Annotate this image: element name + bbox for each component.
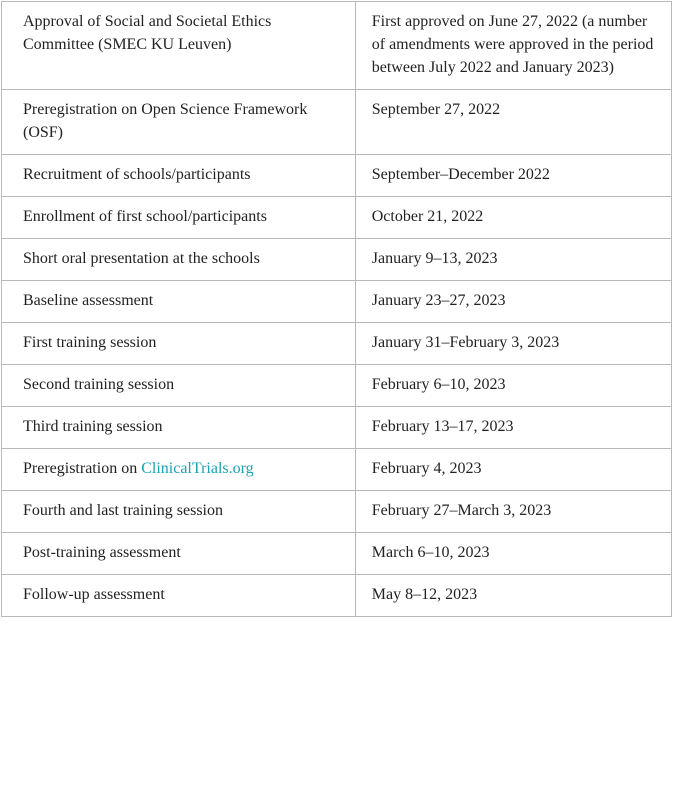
- event-cell: Recruitment of schools/participants: [2, 155, 356, 197]
- date-cell: October 21, 2022: [355, 197, 671, 239]
- date-cell: February 6–10, 2023: [355, 365, 671, 407]
- date-cell: January 31–February 3, 2023: [355, 323, 671, 365]
- event-cell: Enrollment of first school/participants: [2, 197, 356, 239]
- clinicaltrials-link[interactable]: ClinicalTrials.org: [141, 460, 254, 477]
- table-row: [2, 533, 672, 575]
- table-row: [2, 155, 672, 197]
- date-cell: February 27–March 3, 2023: [355, 491, 671, 533]
- table-row: [2, 2, 672, 90]
- table-row: [2, 323, 672, 365]
- date-cell: January 9–13, 2023: [355, 239, 671, 281]
- event-cell: Follow-up assessment: [2, 575, 356, 617]
- date-cell: May 8–12, 2023: [355, 575, 671, 617]
- event-cell: Baseline assessment: [2, 281, 356, 323]
- event-cell: Fourth and last training session: [2, 491, 356, 533]
- date-cell: February 4, 2023: [355, 449, 671, 491]
- event-cell: Approval of Social and Societal Ethics Committee (SMEC KU Leuven): [2, 2, 356, 90]
- table-row: [2, 365, 672, 407]
- date-cell: First approved on June 27, 2022 (a number of amendments were approved in the period between July 2022 and January 2023): [355, 2, 671, 90]
- table-row: [2, 90, 672, 155]
- event-cell: Preregistration on Open Science Framework (OSF): [2, 90, 356, 155]
- table-row: [2, 239, 672, 281]
- date-cell: February 13–17, 2023: [355, 407, 671, 449]
- event-text: Preregistration on: [23, 460, 142, 477]
- event-cell: Post-training assessment: [2, 533, 356, 575]
- table-row: [2, 197, 672, 239]
- table-row: [2, 281, 672, 323]
- table-row: [2, 407, 672, 449]
- date-cell: March 6–10, 2023: [355, 533, 671, 575]
- date-cell: September 27, 2022: [355, 90, 671, 155]
- date-cell: September–December 2022: [355, 155, 671, 197]
- date-cell: January 23–27, 2023: [355, 281, 671, 323]
- table-row: [2, 449, 672, 491]
- event-cell: Short oral presentation at the schools: [2, 239, 356, 281]
- event-cell: First training session: [2, 323, 356, 365]
- timeline-table: [1, 1, 672, 617]
- table-row: [2, 491, 672, 533]
- event-cell: Second training session: [2, 365, 356, 407]
- event-cell: Third training session: [2, 407, 356, 449]
- table-row: [2, 575, 672, 617]
- event-cell: [2, 449, 356, 491]
